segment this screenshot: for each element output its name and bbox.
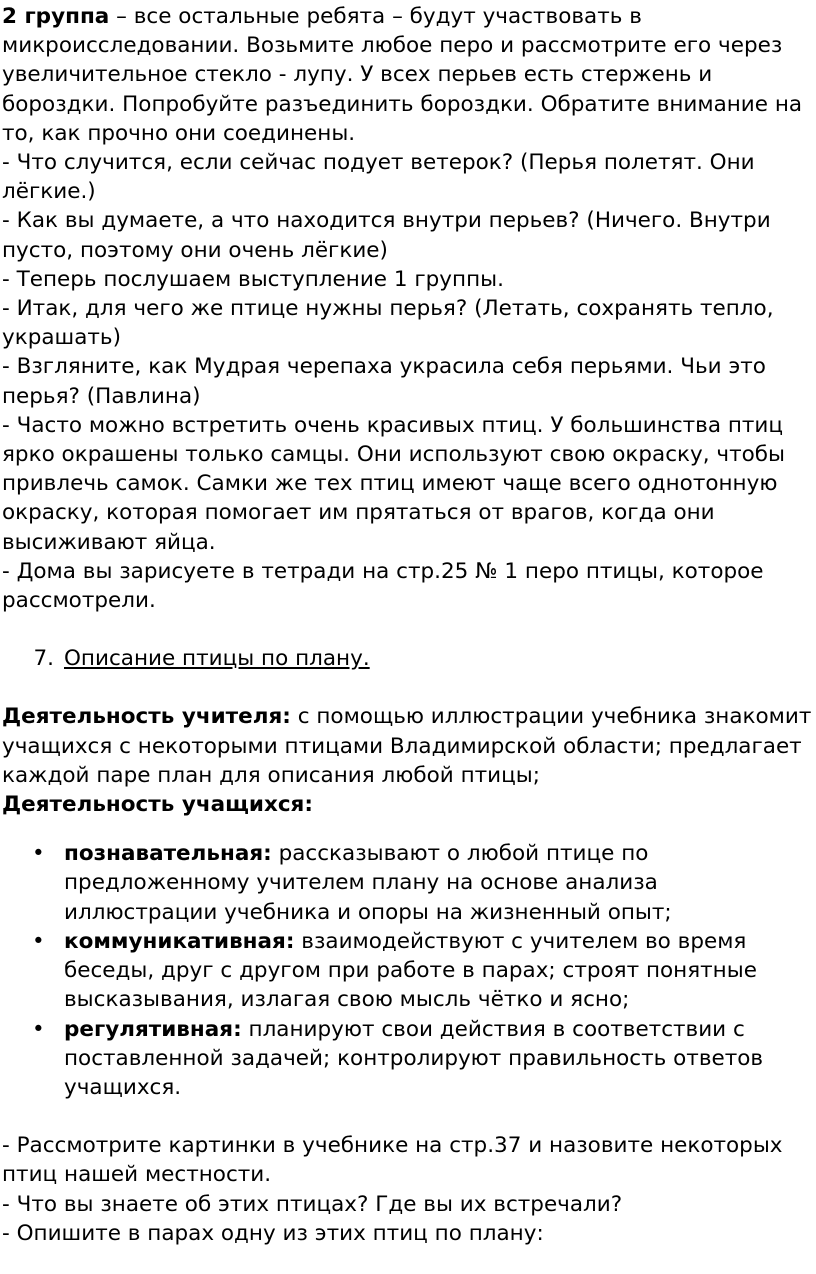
section-title: Описание птицы по плану. <box>64 646 370 672</box>
item-text: рассказывают о любой птице по предложенному учителем плану на основе анализа иллюстрации учебника и опоры на жизненный опыт; <box>64 841 672 925</box>
dialog-line: - Часто можно встретить очень красивых птиц. У большинства птиц ярко окрашены только самцы. Они используют свою окраску, чтобы привлечь самок. Самки же тех птиц имеют чаще всего однотонную окраску, которая помогает им прятаться от врагов, когда они высиживают яйца. <box>2 412 786 555</box>
spacer <box>2 615 814 644</box>
dialog-line: - Что вы знаете об этих птицах? Где вы их встречали? <box>2 1191 623 1217</box>
group2-label: 2 группа <box>2 4 110 29</box>
teacher-activity <box>2 702 814 790</box>
list-item <box>2 927 814 1015</box>
spacer <box>2 1102 814 1131</box>
students-activity-list <box>2 839 814 1102</box>
dialog-line: - Взгляните, как Мудрая черепаха украсила себя перьями. Чьи это перья? (Павлина) <box>2 354 766 409</box>
group2-paragraph <box>2 2 814 148</box>
dialog-line: - Опишите в парах одну из этих птиц по плану: <box>2 1220 544 1246</box>
students-activity-heading <box>2 790 814 819</box>
bullet-icon: • <box>32 1016 45 1042</box>
spacer <box>2 819 814 839</box>
document-page <box>2 2 814 1248</box>
group2-text: – все остальные ребята – будут участвовать в микроисследовании. Возьмите любое перо и рассмотрите его через увеличительное стекло - лупу. У всех перьев есть стержень и бороздки. Попробуйте разъединить бороздки. Обратите внимание на то, как прочно они соединены. <box>2 4 803 146</box>
dialog-line: - Рассмотрите картинки в учебнике на стр.37 и назовите некоторых птиц нашей местности. <box>2 1133 783 1188</box>
list-item <box>2 839 814 927</box>
item-text: взаимодействуют с учителем во время беседы, друг с другом при работе в парах; строят понятные высказывания, излагая свою мысль чётко и ясно; <box>64 928 757 1013</box>
section-7-heading <box>2 644 814 673</box>
bullet-icon: • <box>32 928 45 954</box>
dialog-line: - Как вы думаете, а что находится внутри перьев? (Ничего. Внутри пусто, поэтому они очень лёгкие) <box>2 208 771 263</box>
list-item <box>2 1015 814 1103</box>
spacer <box>2 673 814 702</box>
students-activity-label: Деятельность учащихся: <box>2 792 313 818</box>
bullet-icon: • <box>32 841 45 867</box>
item-label: коммуникативная: <box>64 928 295 954</box>
item-label: познавательная: <box>64 841 272 867</box>
item-text: планируют свои действия в соответствии с поставленной задачей; контролируют правильность ответов учащихся. <box>64 1016 764 1100</box>
dialog-line: - Теперь послушаем выступление 1 группы. <box>2 266 504 292</box>
teacher-activity-label: Деятельность учителя: <box>2 704 291 730</box>
dialog-line: - Итак, для чего же птице нужны перья? (Летать, сохранять тепло, украшать) <box>2 296 774 351</box>
dialog-line: - Что случится, если сейчас подует ветерок? (Перья полетят. Они лёгкие.) <box>2 150 755 205</box>
item-label: регулятивная: <box>64 1016 242 1042</box>
section-number: 7. <box>33 646 54 672</box>
teacher-activity-text: с помощью иллюстрации учебника знакомит учащихся с некоторыми птицами Владимирской области; предлагает каждой паре план для описания любой птицы; <box>2 704 812 788</box>
dialog-line: - Дома вы зарисуете в тетради на стр.25 № 1 перо птицы, которое рассмотрели. <box>2 558 764 614</box>
